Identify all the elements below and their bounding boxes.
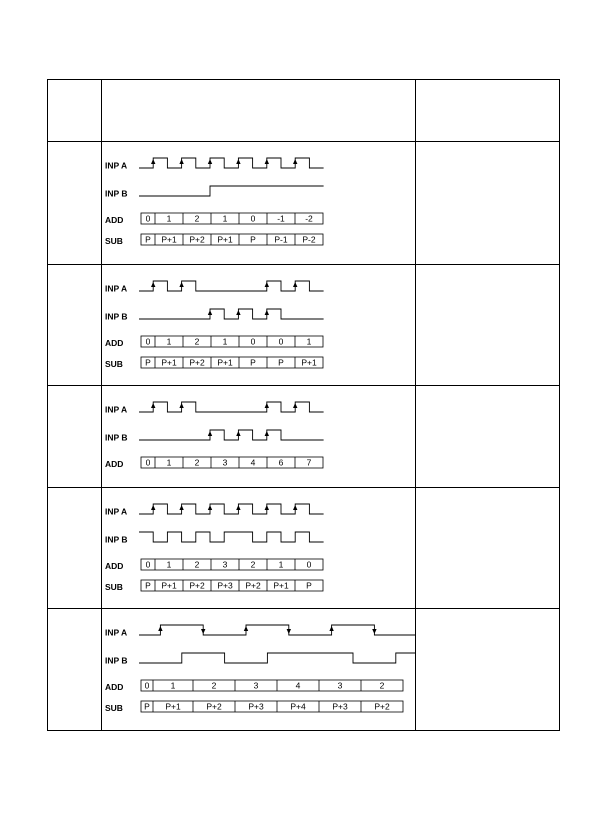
sub-value: P+1 <box>161 357 177 368</box>
header-cell-2 <box>102 80 416 142</box>
add-value: 3 <box>222 457 228 468</box>
add-value: 1 <box>166 213 172 224</box>
row-2-col-1 <box>48 265 102 386</box>
timing-diagram-3 <box>102 386 416 487</box>
sub-value: P+2 <box>206 701 222 712</box>
sub-value: P <box>145 234 151 245</box>
inp-a-edge-arrow-icon <box>372 629 376 634</box>
inp-a-edge-arrow-icon <box>151 505 155 510</box>
sub-value: P+3 <box>217 580 233 591</box>
add-value: 1 <box>166 457 172 468</box>
add-label: ADD <box>105 459 124 469</box>
sub-label: SUB <box>105 582 123 592</box>
row-5-col-1 <box>48 609 102 731</box>
row-5-diagram-cell <box>102 609 416 731</box>
add-value: 1 <box>166 336 172 347</box>
inp-a-edge-arrow-icon <box>236 159 240 164</box>
add-value: 6 <box>278 457 284 468</box>
add-value: 1 <box>278 559 284 570</box>
inp-b-label: INP B <box>105 655 128 666</box>
inp-a-edge-arrow-icon <box>244 626 248 631</box>
add-value: 0 <box>278 336 284 347</box>
sub-value: P+2 <box>245 580 261 591</box>
add-value: 0 <box>250 213 256 224</box>
inp-a-edge-arrow-icon <box>293 403 297 408</box>
add-label: ADD <box>105 338 124 348</box>
inp-b-waveform <box>139 186 324 196</box>
timing-diagram-1 <box>102 142 416 264</box>
add-value: -1 <box>277 213 285 224</box>
add-value: 1 <box>222 213 228 224</box>
add-value: 2 <box>194 559 200 570</box>
inp-a-edge-arrow-icon <box>265 159 269 164</box>
row-1-col-1 <box>48 142 102 265</box>
inp-a-edge-arrow-icon <box>158 626 162 631</box>
diagram-row-4 <box>48 488 560 609</box>
sub-label: SUB <box>105 236 123 246</box>
row-3-col-1 <box>48 386 102 488</box>
header-cell-3 <box>416 80 560 142</box>
add-value: -2 <box>305 213 313 224</box>
add-value: 3 <box>337 680 343 691</box>
timing-diagram-2 <box>102 265 416 385</box>
inp-a-label: INP A <box>105 627 128 638</box>
add-value: 0 <box>145 559 151 570</box>
inp-b-edge-arrow-icon <box>208 431 212 436</box>
add-value: 2 <box>194 336 200 347</box>
add-value: 0 <box>145 213 151 224</box>
row-4-col-1 <box>48 488 102 609</box>
add-value: 4 <box>250 457 256 468</box>
add-value: 0 <box>306 559 312 570</box>
add-value: 1 <box>166 559 172 570</box>
inp-a-edge-arrow-icon <box>293 282 297 287</box>
add-label: ADD <box>105 682 124 692</box>
inp-a-edge-arrow-icon <box>265 505 269 510</box>
header-row <box>48 80 560 142</box>
inp-b-label: INP B <box>105 188 128 199</box>
sub-value: P <box>306 580 312 591</box>
add-value: 0 <box>250 336 256 347</box>
row-1-col-3 <box>416 142 560 265</box>
sub-value: P <box>278 357 284 368</box>
inp-a-edge-arrow-icon <box>179 159 183 164</box>
sub-value: P+1 <box>161 580 177 591</box>
inp-b-edge-arrow-icon <box>265 310 269 315</box>
sub-value: P+1 <box>217 234 233 245</box>
timing-diagram-5 <box>102 609 416 730</box>
add-value: 1 <box>222 336 228 347</box>
inp-a-edge-arrow-icon <box>287 629 291 634</box>
inp-b-waveform <box>139 430 324 440</box>
sub-value: P+1 <box>165 701 181 712</box>
add-label: ADD <box>105 561 124 571</box>
inp-a-edge-arrow-icon <box>236 505 240 510</box>
inp-a-label: INP A <box>105 283 128 294</box>
add-value: 2 <box>211 680 217 691</box>
add-label: ADD <box>105 215 124 225</box>
sub-value: P <box>250 357 256 368</box>
inp-b-waveform <box>139 532 324 542</box>
diagram-row-1 <box>48 142 560 265</box>
inp-b-waveform <box>139 309 324 319</box>
inp-a-edge-arrow-icon <box>265 282 269 287</box>
sub-value: P+4 <box>290 701 306 712</box>
inp-a-edge-arrow-icon <box>201 629 205 634</box>
sub-value: P <box>144 701 150 712</box>
sub-value: P+1 <box>161 234 177 245</box>
add-value: 2 <box>194 457 200 468</box>
row-2-col-3 <box>416 265 560 386</box>
inp-b-edge-arrow-icon <box>236 310 240 315</box>
sub-value: P+1 <box>217 357 233 368</box>
inp-a-edge-arrow-icon <box>179 282 183 287</box>
diagram-row-3 <box>48 386 560 488</box>
row-5-col-3 <box>416 609 560 731</box>
add-value: 4 <box>295 680 301 691</box>
inp-a-edge-arrow-icon <box>329 626 333 631</box>
row-2-diagram-cell <box>102 265 416 386</box>
inp-b-edge-arrow-icon <box>236 431 240 436</box>
timing-diagram-4 <box>102 488 416 608</box>
sub-value: P+2 <box>189 580 205 591</box>
sub-value: P <box>250 234 256 245</box>
sub-label: SUB <box>105 359 123 369</box>
inp-a-edge-arrow-icon <box>151 159 155 164</box>
add-value: 2 <box>379 680 385 691</box>
sub-value: P-1 <box>274 234 288 245</box>
inp-a-label: INP A <box>105 506 128 517</box>
inp-a-edge-arrow-icon <box>151 403 155 408</box>
inp-b-waveform <box>139 653 416 663</box>
header-cell-1 <box>48 80 102 142</box>
row-4-diagram-cell <box>102 488 416 609</box>
sub-value: P+3 <box>248 701 264 712</box>
inp-b-label: INP B <box>105 432 128 443</box>
sub-value: P+3 <box>332 701 348 712</box>
inp-a-edge-arrow-icon <box>293 159 297 164</box>
inp-b-edge-arrow-icon <box>265 431 269 436</box>
inp-a-edge-arrow-icon <box>208 505 212 510</box>
inp-b-edge-arrow-icon <box>208 310 212 315</box>
diagram-row-5 <box>48 609 560 731</box>
inp-a-edge-arrow-icon <box>208 159 212 164</box>
sub-value: P <box>145 357 151 368</box>
add-value: 0 <box>144 680 150 691</box>
row-3-diagram-cell <box>102 386 416 488</box>
add-value: 2 <box>250 559 256 570</box>
row-3-col-3 <box>416 386 560 488</box>
add-value: 0 <box>145 457 151 468</box>
sub-value: P-2 <box>302 234 316 245</box>
diagram-row-2 <box>48 265 560 386</box>
add-value: 3 <box>253 680 259 691</box>
inp-a-label: INP A <box>105 404 128 415</box>
inp-a-edge-arrow-icon <box>179 505 183 510</box>
inp-a-edge-arrow-icon <box>179 403 183 408</box>
sub-value: P+2 <box>189 234 205 245</box>
add-value: 3 <box>222 559 228 570</box>
sub-value: P+2 <box>189 357 205 368</box>
sub-value: P+2 <box>374 701 390 712</box>
inp-a-edge-arrow-icon <box>265 403 269 408</box>
add-value: 1 <box>306 336 312 347</box>
row-1-diagram-cell <box>102 142 416 265</box>
timing-table <box>47 79 560 731</box>
sub-label: SUB <box>105 703 123 713</box>
inp-b-label: INP B <box>105 311 128 322</box>
inp-b-label: INP B <box>105 534 128 545</box>
add-value: 2 <box>194 213 200 224</box>
add-value: 7 <box>306 457 312 468</box>
row-4-col-3 <box>416 488 560 609</box>
inp-a-edge-arrow-icon <box>151 282 155 287</box>
add-value: 0 <box>145 336 151 347</box>
sub-value: P+1 <box>301 357 317 368</box>
sub-value: P <box>145 580 151 591</box>
sub-value: P+1 <box>273 580 289 591</box>
inp-a-label: INP A <box>105 160 128 171</box>
add-value: 1 <box>170 680 176 691</box>
add-box <box>141 680 403 691</box>
inp-a-edge-arrow-icon <box>293 505 297 510</box>
